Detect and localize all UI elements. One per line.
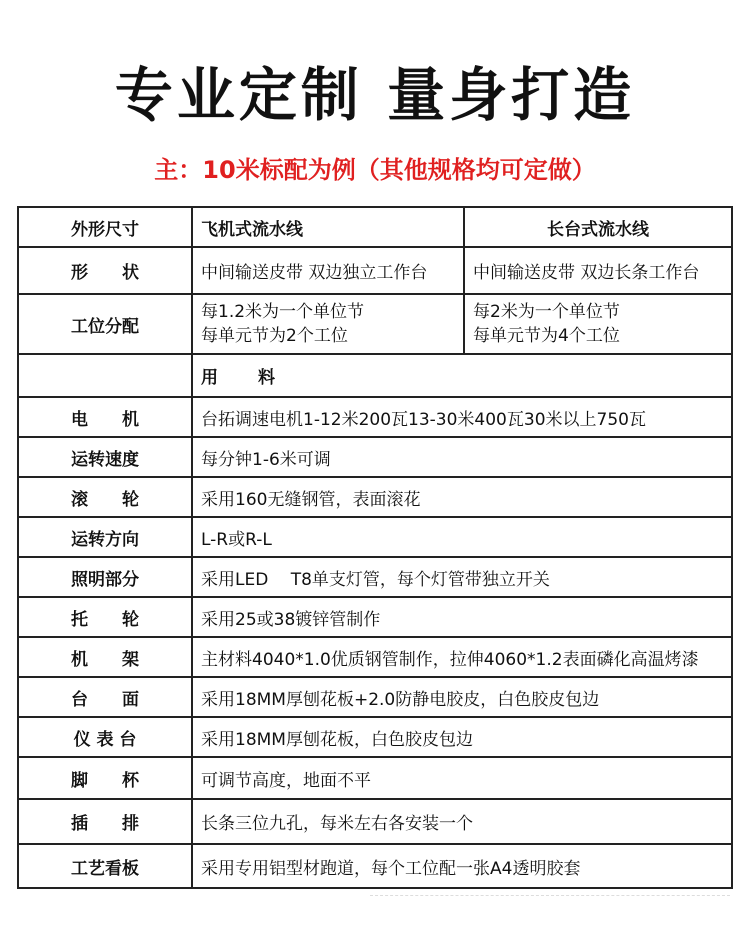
row-label-shape: 形 状: [18, 247, 192, 294]
row-value: 采用160无缝钢管，表面滚花: [192, 477, 732, 517]
row-label: 托 轮: [18, 597, 192, 637]
table-row: [18, 397, 732, 437]
row-value: 长条三位九孔，每米左右各安装一个: [192, 799, 732, 844]
table-row: [18, 637, 732, 677]
row-label: 脚 杯: [18, 757, 192, 799]
row-value: 可调节高度，地面不平: [192, 757, 732, 799]
stations-col2-line2: 每单元节为4个工位: [473, 326, 620, 346]
row-label: 工艺看板: [18, 844, 192, 888]
row-value: 采用18MM厚刨花板+2.0防静电胶皮，白色胶皮包边: [192, 677, 732, 717]
row-label: 电 机: [18, 397, 192, 437]
stations-col2-cell: [464, 294, 732, 354]
row-value: 每分钟1-6米可调: [192, 437, 732, 477]
table-row-materials-header: [18, 354, 732, 397]
shape-col2-cell: 中间输送皮带 双边长条工作台: [464, 247, 732, 294]
table-row: [18, 597, 732, 637]
stations-col1-line1: 每1.2米为一个单位节: [201, 302, 365, 322]
row-label: 运转方向: [18, 517, 192, 557]
row-label: 运转速度: [18, 437, 192, 477]
table-row: [18, 477, 732, 517]
page-subtitle: 主：10米标配为例（其他规格均可定做）: [154, 156, 596, 184]
stations-col1-cell: [192, 294, 464, 354]
table-row: [18, 517, 732, 557]
row-value: L-R或R-L: [192, 517, 732, 557]
table-row: [18, 844, 732, 888]
row-label: 机 架: [18, 637, 192, 677]
table-row: [18, 677, 732, 717]
row-value: 采用专用铝型材跑道，每个工位配一张A4透明胶套: [192, 844, 732, 888]
row-label: 台 面: [18, 677, 192, 717]
stations-col1-line2: 每单元节为2个工位: [201, 326, 348, 346]
row-value: 采用LED T8单支灯管，每个灯管带独立开关: [192, 557, 732, 597]
header-col1-cell: 飞机式流水线: [192, 207, 464, 247]
spec-table: [17, 206, 733, 889]
row-label: 仪 表 台: [18, 717, 192, 757]
faint-watermark-line: [370, 895, 730, 904]
row-value: 采用25或38镀锌管制作: [192, 597, 732, 637]
row-label-stations: 工位分配: [18, 294, 192, 354]
row-value: 台拓调速电机1-12米200瓦13-30米400瓦30米以上750瓦: [192, 397, 732, 437]
row-value: 采用18MM厚刨花板，白色胶皮包边: [192, 717, 732, 757]
row-label: 插 排: [18, 799, 192, 844]
shape-col1-cell: 中间输送皮带 双边独立工作台: [192, 247, 464, 294]
table-header-row: [18, 207, 732, 247]
table-row: [18, 757, 732, 799]
stations-col2-line1: 每2米为一个单位节: [473, 302, 620, 322]
row-value: 主材料4040*1.0优质钢管制作，拉伸4060*1.2表面磷化高温烤漆: [192, 637, 732, 677]
header-label-cell: 外形尺寸: [18, 207, 192, 247]
table-row: [18, 557, 732, 597]
table-row-shape: [18, 247, 732, 294]
table-row-stations: [18, 294, 732, 354]
page-title: 专业定制 量身打造: [114, 61, 636, 129]
table-row: [18, 437, 732, 477]
materials-header-cell: 用 料: [192, 354, 732, 397]
row-label: 滚 轮: [18, 477, 192, 517]
row-label: 照明部分: [18, 557, 192, 597]
table-row: [18, 799, 732, 844]
materials-empty-cell: [18, 354, 192, 397]
header-col2-cell: 长台式流水线: [464, 207, 732, 247]
table-row: [18, 717, 732, 757]
